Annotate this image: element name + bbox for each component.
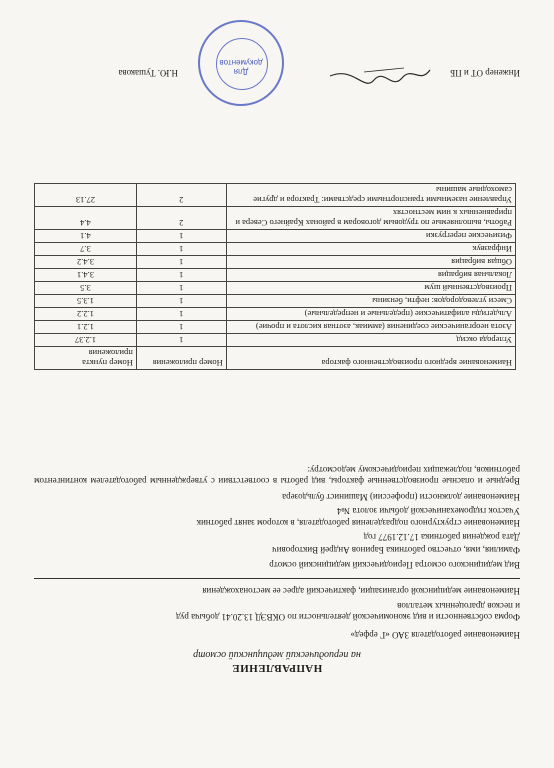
table-row bbox=[35, 243, 516, 256]
factor-cell: Локальная вибрация bbox=[226, 269, 515, 282]
table-row bbox=[35, 269, 516, 282]
point-cell: 1.2.2 bbox=[35, 308, 137, 321]
factor-cell: Физические перегрузки bbox=[226, 230, 515, 243]
table-row bbox=[35, 308, 516, 321]
table-row bbox=[35, 321, 516, 334]
ownership-line-1: Форма собственности и вид экономической деятельности по ОКВЭД 13.20.41 добыча руд bbox=[175, 612, 520, 622]
factor-cell: Альдегиды алифатические (предельные и непредельные) bbox=[226, 308, 515, 321]
table-header-row bbox=[35, 347, 516, 370]
factor-cell: Работы, выполняемые по трудовым договорам в районах Крайнего Севера и приравненных к ним местностях bbox=[226, 207, 515, 230]
division-line-2: Участок гидромеханической добычи золота №4 bbox=[337, 506, 520, 516]
medorg-blank-line bbox=[34, 578, 520, 579]
factor-cell: Управление наземными транспортными средствами: Трактора и другие самоходные машины bbox=[226, 184, 515, 207]
factor-cell: Производственный шум bbox=[226, 282, 515, 295]
table-row bbox=[35, 184, 516, 207]
table-row bbox=[35, 230, 516, 243]
stamp-text-line-1: Для bbox=[233, 67, 249, 76]
appendix-cell: 1 bbox=[136, 334, 226, 347]
signature-name: Н.Ю. Тушакова bbox=[118, 68, 178, 78]
appendix-cell: 1 bbox=[136, 269, 226, 282]
point-cell: 3.4.1 bbox=[35, 269, 137, 282]
appendix-cell: 1 bbox=[136, 243, 226, 256]
fio-line: Фамилия, имя, отчество работника Баринов Андрей Викторович bbox=[272, 545, 520, 555]
table-row bbox=[35, 256, 516, 269]
factor-cell: Смеси углеводородов: нефти, бензины bbox=[226, 295, 515, 308]
appendix-cell: 2 bbox=[136, 184, 226, 207]
appendix-cell: 1 bbox=[136, 308, 226, 321]
factor-cell: Общая вибрация bbox=[226, 256, 515, 269]
point-cell: 4.4 bbox=[35, 207, 137, 230]
handwritten-signature bbox=[324, 62, 434, 88]
appendix-cell: 1 bbox=[136, 282, 226, 295]
point-cell: 1.3.5 bbox=[35, 295, 137, 308]
header-appendix: Номер приложения bbox=[136, 347, 226, 370]
organization-stamp bbox=[198, 20, 284, 106]
table-row bbox=[35, 295, 516, 308]
stamp-text bbox=[200, 58, 282, 76]
division-line-1: Наименование структурного подразделения работодателя, в котором занят работник bbox=[196, 518, 520, 528]
point-cell: 1.2.1 bbox=[35, 321, 137, 334]
stamp-text-line-2: документов bbox=[219, 58, 263, 67]
appendix-cell: 1 bbox=[136, 230, 226, 243]
appendix-cell: 2 bbox=[136, 207, 226, 230]
document-subtitle: на периодический медицинский осмотр bbox=[193, 649, 361, 660]
point-cell: 3.5 bbox=[35, 282, 137, 295]
medorg-line: Наименование медицинской организации, фактический адрес ее местонахождения bbox=[202, 586, 520, 596]
signature-position: Инженер ОТ и ПБ bbox=[450, 68, 520, 78]
employer-line: Наименование работодателя ЗАО «Г ерфед» bbox=[350, 630, 520, 640]
factor-cell: Углерода оксид bbox=[226, 334, 515, 347]
point-cell: 3.4.2 bbox=[35, 256, 137, 269]
table-row bbox=[35, 207, 516, 230]
dob-line: Дата рождения работника 17.12.1977 год bbox=[363, 532, 520, 542]
factors-paragraph: Вредные и опасные производственные факторы, вид работы в соответствии с утвержденным работодателем контингентом работников, подлежащих периодическому медосмотру: bbox=[34, 465, 520, 486]
header-factor: Наименование вредного производственного фактора bbox=[226, 347, 515, 370]
hazards-table bbox=[34, 183, 516, 370]
exam-type-line: Вид медицинского осмотра Периодический медицинский осмотр bbox=[269, 560, 520, 570]
appendix-cell: 1 bbox=[136, 256, 226, 269]
point-cell: 3.7 bbox=[35, 243, 137, 256]
point-cell: 27.13 bbox=[35, 184, 137, 207]
point-cell: 4.1 bbox=[35, 230, 137, 243]
position-line: Наименование должности (профессии) Машинист бульдозера bbox=[282, 492, 520, 502]
point-cell: 1.2.37 bbox=[35, 334, 137, 347]
appendix-cell: 1 bbox=[136, 321, 226, 334]
ownership-line-2: и песков драгоценных металлов bbox=[397, 601, 520, 611]
document-title: НАПРАВЛЕНИЕ bbox=[231, 662, 323, 674]
header-point: Номер пункта приложения bbox=[35, 347, 137, 370]
factor-cell: Инфразвук bbox=[226, 243, 515, 256]
table-row bbox=[35, 334, 516, 347]
appendix-cell: 1 bbox=[136, 295, 226, 308]
factor-cell: Азота неорганические соединения (аммиак, азотная кислота и прочие) bbox=[226, 321, 515, 334]
table-row bbox=[35, 282, 516, 295]
